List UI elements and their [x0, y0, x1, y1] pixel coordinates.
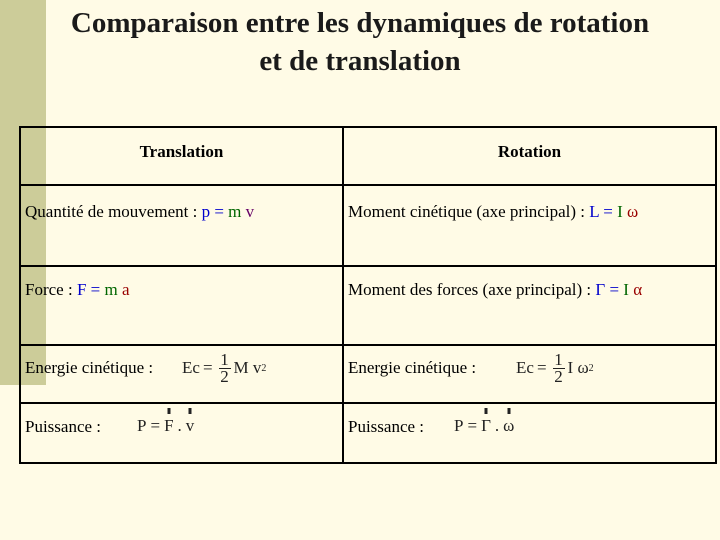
momentum-equals: = [210, 202, 229, 221]
power-r-torque: Γ [481, 416, 491, 435]
force-mass-symbol: m [104, 280, 118, 299]
momentum-label: Quantité de mouvement : [25, 202, 202, 221]
power-r-lhs: P [454, 416, 464, 435]
ke-t-equals: = [202, 358, 213, 377]
cell-power-translation-label: Puissance : [25, 417, 102, 436]
power-t-force: F [164, 416, 174, 435]
alpha-symbol: α [628, 280, 643, 299]
cell-force [25, 280, 130, 300]
cell-kinetic-energy-rotation-label: Energie cinétique : [348, 358, 477, 377]
row-divider-1 [19, 184, 717, 186]
cell-power-rotation-label: Puissance : [348, 417, 425, 436]
ke-r-equals: = [536, 358, 547, 377]
title-line-1: Comparaison entre les dynamiques de rotation [70, 7, 650, 39]
table-border-top [19, 126, 717, 128]
acceleration-symbol: a [117, 280, 130, 299]
cell-kinetic-energy-translation-label: Energie cinétique : [25, 358, 154, 377]
power-r-equals: = [467, 416, 478, 435]
ke-r-rhs: I ω [567, 358, 589, 377]
row-divider-3 [19, 344, 717, 346]
ke-r-fraction [553, 349, 565, 386]
power-rotation-formula [454, 415, 514, 437]
kinetic-energy-rotation-formula [516, 348, 594, 388]
power-r-omega: ω [503, 416, 515, 435]
ke-t-exponent: 2 [261, 362, 267, 374]
cell-angular-momentum [348, 202, 638, 222]
mass-symbol: m [228, 202, 242, 221]
page-title [0, 4, 720, 80]
ke-t-denominator: 2 [220, 366, 229, 386]
cell-torque [348, 280, 642, 300]
torque-label: Moment des forces (axe principal) : [348, 280, 596, 299]
power-translation-formula [137, 415, 194, 437]
velocity-symbol: v [241, 202, 255, 221]
torque-symbol: Γ [595, 280, 606, 299]
ke-r-numerator: 1 [554, 349, 563, 369]
ke-t-lhs: Ec [182, 358, 200, 377]
ke-r-denominator: 2 [554, 366, 563, 386]
power-t-velocity: v [185, 416, 195, 435]
header-rotation: Rotation [497, 142, 562, 161]
ke-t-numerator: 1 [220, 349, 229, 369]
ke-r-exponent: 2 [588, 362, 594, 374]
kinetic-energy-translation-formula [182, 348, 266, 388]
force-equals: = [86, 280, 105, 299]
ke-t-fraction [219, 349, 231, 386]
table-border-bottom [19, 462, 717, 464]
ke-t-rhs: M v [233, 358, 262, 377]
power-t-dot: . [177, 416, 182, 435]
inertia-symbol: I [617, 202, 623, 221]
row-divider-4 [19, 402, 717, 404]
column-divider [342, 126, 344, 464]
force-label: Force : [25, 280, 77, 299]
angular-momentum-label: Moment cinétique (axe principal) : [348, 202, 590, 221]
ke-r-lhs: Ec [516, 358, 534, 377]
row-divider-2 [19, 265, 717, 267]
table-border-right [715, 126, 717, 464]
torque-inertia-symbol: I [623, 280, 629, 299]
angular-momentum-symbol: L [589, 202, 599, 221]
angular-momentum-equals: = [599, 202, 618, 221]
cell-momentum [25, 202, 254, 222]
power-t-equals: = [150, 416, 161, 435]
torque-equals: = [605, 280, 624, 299]
power-t-lhs: P [137, 416, 147, 435]
title-line-2: et de translation [259, 45, 461, 77]
header-translation: Translation [139, 142, 224, 161]
force-symbol: F [76, 280, 87, 299]
power-r-dot: . [494, 416, 500, 435]
omega-symbol: ω [622, 202, 639, 221]
table-border-left [19, 126, 21, 464]
momentum-symbol: p [201, 202, 211, 221]
